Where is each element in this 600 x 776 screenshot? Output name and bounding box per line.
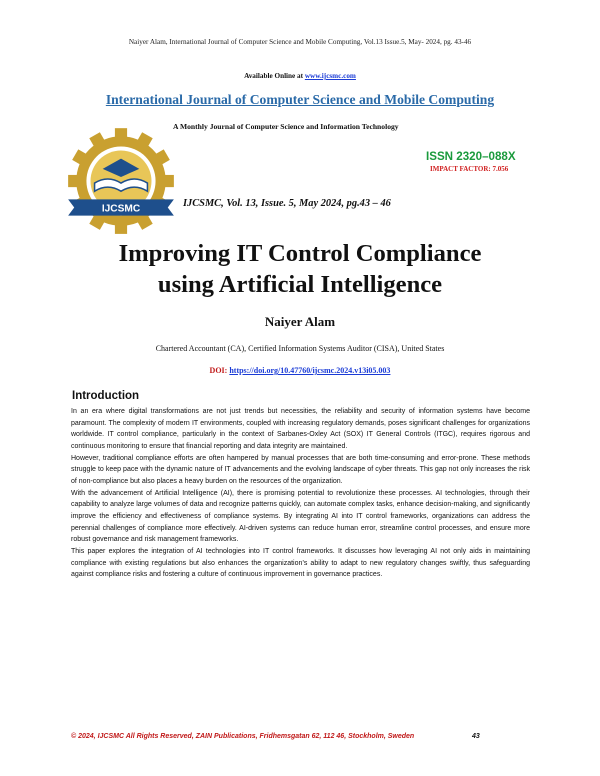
doi-label: DOI: (209, 366, 230, 375)
logo-ribbon (68, 199, 174, 215)
available-online (0, 72, 600, 80)
journal-subtitle: A Monthly Journal of Computer Science and Information Technology (173, 122, 399, 131)
doi (0, 366, 600, 375)
journal-website-link[interactable]: www.ijcsmc.com (304, 72, 356, 80)
available-label: Available Online at (244, 72, 305, 80)
citation: IJCSMC, Vol. 13, Issue. 5, May 2024, pg.43 – 46 (183, 198, 391, 209)
paper-title (0, 238, 600, 300)
author-affiliation: Chartered Accountant (CA), Certified Information Systems Auditor (CISA), United States (155, 344, 445, 353)
page-number: 43 (472, 733, 480, 740)
journal-title[interactable]: International Journal of Computer Science and Mobile Computing (105, 92, 495, 107)
journal-logo (60, 118, 182, 240)
paragraph: In an era where digital transformations are not just trends but necessities, the reliability and security of information systems have become paramount. The complexity of modern IT environments, coupled with increasing regulatory demands, poses significant challenges for organizations worldwide. IT control compliance, particularly in the context of Sarbanes-Oxley Act (SOX) IT General Controls (ITGC), requires rigorous and continuous monitoring to ensure that financial reporting and data integrity are maintained. (71, 408, 530, 450)
running-head: Naiyer Alam, International Journal of Computer Science and Mobile Computing, Vol.13 Issue.5, May- 2024, pg. 43-46 (128, 38, 472, 46)
doi-link[interactable]: https://doi.org/10.47760/ijcsmc.2024.v13i05.003 (229, 366, 391, 375)
paragraph: This paper explores the integration of AI technologies into IT control frameworks. It discusses how leveraging AI not only aids in maintaining compliance with existing regulations but also enhances the organization’s ability to adapt to new regulatory changes swiftly, thus safeguarding against compliance risks and fostering a culture of continuous improvement in governance practices. (71, 547, 530, 579)
author-name: Naiyer Alam (264, 314, 336, 329)
section-heading-introduction: Introduction (72, 390, 140, 402)
paragraph: However, traditional compliance efforts are often hampered by manual processes that are both time-consuming and error-prone. These methods struggle to keep pace with the dynamic nature of IT advancements and the evolving landscape of cyber threats. This gap not only increases the risk of non-compliance but also places a heavy burden on the resources of the organization. (71, 454, 530, 485)
logo-gear-icon (68, 128, 174, 234)
paper-title-line-1: Improving IT Control Compliance (118, 240, 482, 267)
logo-text: IJCSMC (101, 203, 141, 215)
footer-copyright: © 2024, IJCSMC All Rights Reserved, ZAIN Publications, Fridhemsgatan 62, 112 46, Stockholm, Sweden (71, 733, 415, 740)
introduction-body (71, 406, 530, 581)
paragraph: With the advancement of Artificial Intelligence (AI), there is promising potential to revolutionize these processes. AI technologies, through their capability to analyze large volumes of data and recognize patterns quickly, can automate complex tasks, enhance decision-making, and significantly improve the efficiency and effectiveness of compliance systems. By integrating AI into IT control frameworks, organizations can address the perennial challenges of compliance more effectively. AI-driven systems can reduce human error, streamline control processes, and ensure more robust governance and risk management frameworks. (71, 489, 530, 544)
issn: ISSN 2320–088X (426, 150, 516, 163)
paper-title-line-2: using Artificial Intelligence (157, 271, 443, 298)
impact-factor: IMPACT FACTOR: 7.056 (430, 165, 509, 173)
